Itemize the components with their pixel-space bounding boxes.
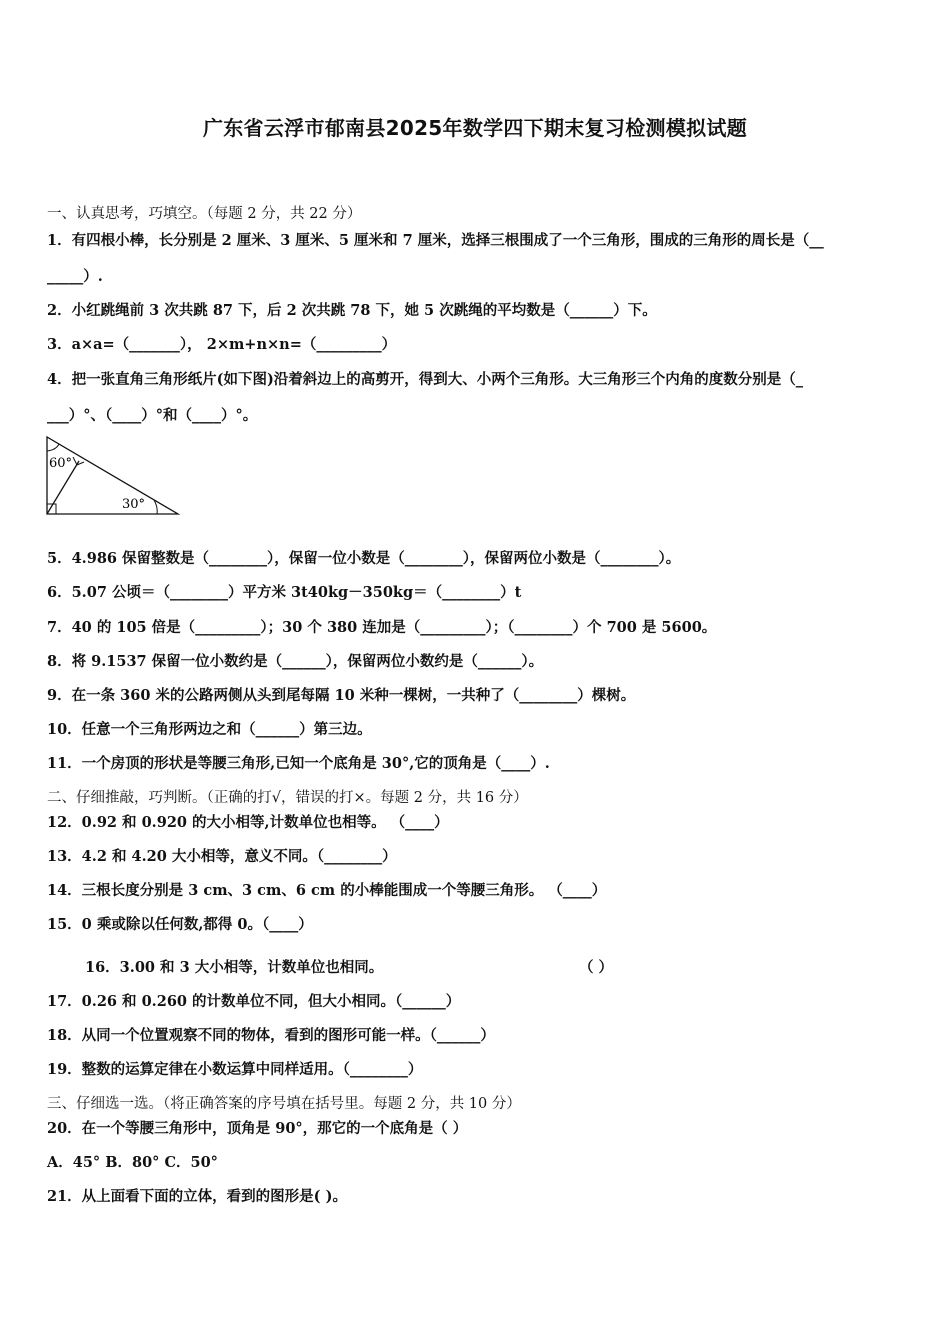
angle-arc-top	[47, 444, 59, 451]
triangle-outline	[47, 437, 178, 514]
question-13: 13．4.2 和 4.20 大小相等，意义不同。（________）	[47, 848, 397, 865]
section-3-heading: 三、仔细选一选。（将正确答案的序号填在括号里。每题 2 分，共 10 分）	[47, 1096, 521, 1112]
question-16-answer-paren: （ ）	[579, 959, 614, 976]
right-triangle-figure	[44, 434, 184, 518]
question-8: 8．将 9.1537 保留一位小数约是（______），保留两位小数约是（______）。	[47, 653, 544, 670]
angle-label-60: 60°	[49, 456, 73, 471]
question-15: 15．0 乘或除以任何数,都得 0。（____）	[47, 916, 313, 933]
question-12: 12．0.92 和 0.920 的大小相等,计数单位也相等。 （____）	[47, 814, 449, 831]
section-2-heading: 二、仔细推敲，巧判断。（正确的打√，错误的打×。每题 2 分，共 16 分）	[47, 790, 528, 806]
question-1-line-2: _____）.	[47, 268, 103, 285]
question-18: 18．从同一个位置观察不同的物体，看到的图形可能一样。（______）	[47, 1027, 495, 1044]
question-3: 3．a×a=（_______）， 2×m+n×n=（_________）	[47, 336, 397, 353]
question-11: 11．一个房顶的形状是等腰三角形,已知一个底角是 30°,它的顶角是（____）.	[47, 755, 550, 772]
question-9: 9．在一条 360 米的公路两侧从头到尾每隔 10 米种一棵树，一共种了（________）棵树。	[47, 687, 636, 704]
question-10: 10．任意一个三角形两边之和（______）第三边。	[47, 721, 372, 738]
section-1-heading: 一、认真思考，巧填空。（每题 2 分，共 22 分）	[47, 206, 362, 222]
question-21: 21．从上面看下面的立体，看到的图形是( )。	[47, 1188, 347, 1205]
question-17: 17．0.26 和 0.260 的计数单位不同，但大小相同。（______）	[47, 993, 461, 1010]
question-7: 7．40 的 105 倍是（_________）；30 个 380 连加是（_________）；（________）个 700 是 5600。	[47, 619, 717, 636]
angle-label-30: 30°	[122, 497, 146, 512]
question-19: 19．整数的运算定律在小数运算中同样适用。（________）	[47, 1061, 423, 1078]
question-16: 16．3.00 和 3 大小相等，计数单位也相同。	[85, 959, 384, 976]
question-1-line-1: 1．有四根小棒，长分别是 2 厘米、3 厘米、5 厘米和 7 厘米，选择三根围成了一个三角形，围成的三角形的周长是（__	[47, 232, 824, 249]
question-2: 2．小红跳绳前 3 次共跳 87 下，后 2 次共跳 78 下，她 5 次跳绳的平均数是（______）下。	[47, 302, 657, 319]
question-20-options: A．45° B．80° C．50°	[47, 1154, 218, 1171]
question-20: 20．在一个等腰三角形中，顶角是 90°，那它的一个底角是（ ）	[47, 1120, 468, 1137]
question-4-line-1: 4．把一张直角三角形纸片(如下图)沿着斜边上的高剪开，得到大、小两个三角形。大三角形三个内角的度数分别是（_	[47, 371, 804, 388]
question-4-line-2: ___）°、（____）°和（____）°。	[47, 407, 258, 424]
question-14: 14．三根长度分别是 3 cm、3 cm、6 cm 的小棒能围成一个等腰三角形。 （____）	[47, 882, 607, 899]
page-title: 广东省云浮市郁南县2025年数学四下期末复习检测模拟试题	[202, 116, 748, 140]
question-5: 5．4.986 保留整数是（________），保留一位小数是（________），保留两位小数是（________）。	[47, 550, 681, 567]
question-6: 6．5.07 公顷＝（________）平方米 3t40kg－350kg＝（________）t	[47, 584, 522, 601]
